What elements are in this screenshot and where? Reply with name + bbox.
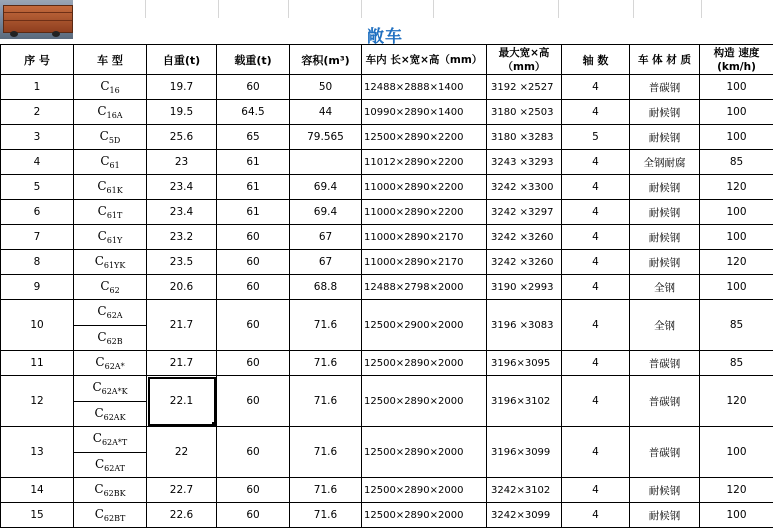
cell-max-dims[interactable]: 3242×3102	[487, 478, 562, 503]
model-code-alt: $C_{62AT}$	[95, 457, 125, 473]
cell-load[interactable]: 60	[217, 225, 290, 250]
cell-seq[interactable]: 9	[1, 275, 74, 300]
cell-max-dims[interactable]: 3196×3102	[487, 376, 562, 427]
table-row	[1, 503, 773, 528]
cell-speed[interactable]: 120	[700, 175, 773, 200]
cell-volume[interactable]: 71.6	[290, 478, 362, 503]
cell-inner-dims[interactable]: 12500×2890×2000	[362, 478, 487, 503]
cell-volume[interactable]: 67	[290, 250, 362, 275]
cell-load[interactable]: 60	[217, 478, 290, 503]
cell-speed[interactable]: 120	[700, 250, 773, 275]
header-inner-dims[interactable]: 车内 长×宽×高（mm）	[362, 45, 487, 75]
cell-material[interactable]: 普碳钢	[630, 351, 700, 376]
cell-inner-dims[interactable]: 10990×2890×1400	[362, 100, 487, 125]
cell-axles[interactable]: 4	[562, 427, 630, 478]
cell-seq[interactable]: 3	[1, 125, 74, 150]
cell-seq[interactable]: 6	[1, 200, 74, 225]
model-code: $C_{61K}$	[97, 179, 122, 193]
header-row	[1, 45, 773, 75]
cell-load[interactable]: 61	[217, 175, 290, 200]
cell-model[interactable]	[74, 250, 147, 275]
table-row	[1, 376, 773, 427]
table-row	[1, 478, 773, 503]
table-row	[1, 125, 773, 150]
cell-max-dims[interactable]: 3192 ×2527	[487, 75, 562, 100]
model-code: $C_{61}$	[100, 154, 119, 168]
cell-volume[interactable]: 69.4	[290, 200, 362, 225]
cell-model[interactable]	[74, 275, 147, 300]
cell-load[interactable]: 60	[217, 250, 290, 275]
cell-seq[interactable]: 8	[1, 250, 74, 275]
sheet-title: 敞车	[360, 22, 410, 47]
cell-speed[interactable]: 100	[700, 225, 773, 250]
cell-speed[interactable]: 100	[700, 100, 773, 125]
cell-tare[interactable]: 22.7	[147, 478, 217, 503]
header-seq[interactable]: 序 号	[1, 45, 74, 75]
cell-max-dims[interactable]: 3242 ×3260	[487, 225, 562, 250]
cell-tare[interactable]: 21.7	[147, 300, 217, 351]
model-code-alt: $C_{62AK}$	[94, 406, 125, 422]
cell-model[interactable]	[74, 427, 147, 478]
table-row	[1, 300, 773, 351]
cell-axles[interactable]: 5	[562, 125, 630, 150]
cell-model[interactable]	[74, 376, 147, 427]
cell-volume[interactable]: 71.6	[290, 300, 362, 351]
cell-material[interactable]: 普碳钢	[630, 75, 700, 100]
cell-max-dims[interactable]: 3190 ×2993	[487, 275, 562, 300]
cell-max-dims[interactable]: 3242 ×3260	[487, 250, 562, 275]
cell-speed[interactable]: 100	[700, 427, 773, 478]
cell-seq[interactable]: 4	[1, 150, 74, 175]
cell-volume[interactable]: 79.565	[290, 125, 362, 150]
model-code: $C_{61T}$	[98, 204, 123, 218]
model-code: $C_{61Y}$	[98, 229, 123, 243]
cell-model[interactable]	[74, 100, 147, 125]
model-code: $C_{62}$	[100, 279, 119, 293]
table-row	[1, 275, 773, 300]
cell-inner-dims[interactable]: 11000×2890×2170	[362, 250, 487, 275]
cell-seq[interactable]: 2	[1, 100, 74, 125]
model-code: $C_{61YK}$	[95, 254, 126, 268]
cell-volume[interactable]: 50	[290, 75, 362, 100]
cell-max-dims[interactable]: 3242 ×3300	[487, 175, 562, 200]
cell-inner-dims[interactable]: 11012×2890×2200	[362, 150, 487, 175]
cell-speed[interactable]: 100	[700, 275, 773, 300]
cell-load[interactable]: 60	[217, 427, 290, 478]
cell-model[interactable]	[74, 225, 147, 250]
cell-inner-dims[interactable]: 12500×2900×2000	[362, 300, 487, 351]
cell-material[interactable]: 耐候钢	[630, 100, 700, 125]
cell-seq[interactable]: 1	[1, 75, 74, 100]
cell-axles[interactable]: 4	[562, 503, 630, 528]
model-code: $C_{16A}$	[97, 104, 122, 118]
cell-max-dims[interactable]: 3180 ×3283	[487, 125, 562, 150]
header-volume[interactable]: 容积(m³)	[290, 45, 362, 75]
cell-inner-dims[interactable]: 12500×2890×2000	[362, 427, 487, 478]
cell-seq[interactable]: 10	[1, 300, 74, 351]
cell-seq[interactable]: 14	[1, 478, 74, 503]
cell-load[interactable]: 65	[217, 125, 290, 150]
cell-volume[interactable]: 68.8	[290, 275, 362, 300]
cell-material[interactable]: 全钢耐腐	[630, 150, 700, 175]
cell-material[interactable]: 耐候钢	[630, 503, 700, 528]
model-code: $C_{16}$	[100, 79, 119, 93]
header-tare[interactable]: 自重(t)	[147, 45, 217, 75]
cell-seq[interactable]: 7	[1, 225, 74, 250]
cell-model[interactable]	[74, 125, 147, 150]
cell-inner-dims[interactable]: 12488×2798×2000	[362, 275, 487, 300]
cell-load[interactable]: 60	[217, 275, 290, 300]
cell-load[interactable]: 60	[217, 503, 290, 528]
cell-load[interactable]: 60	[217, 75, 290, 100]
table-row	[1, 250, 773, 275]
cell-model[interactable]	[74, 478, 147, 503]
cell-axles[interactable]: 4	[562, 175, 630, 200]
cell-axles[interactable]: 4	[562, 478, 630, 503]
cell-speed[interactable]: 120	[700, 376, 773, 427]
cell-axles[interactable]: 4	[562, 300, 630, 351]
model-code: $C_{5D}$	[100, 129, 121, 143]
fill-handle[interactable]	[212, 422, 217, 427]
header-load[interactable]: 载重(t)	[217, 45, 290, 75]
table-row	[1, 225, 773, 250]
cell-speed[interactable]: 100	[700, 200, 773, 225]
cell-axles[interactable]: 4	[562, 100, 630, 125]
table-row	[1, 75, 773, 100]
cell-material[interactable]: 耐候钢	[630, 250, 700, 275]
cell-inner-dims[interactable]: 12500×2890×2200	[362, 125, 487, 150]
cell-tare[interactable]: 23	[147, 150, 217, 175]
cell-tare[interactable]: 23.4	[147, 175, 217, 200]
cell-material[interactable]: 耐候钢	[630, 478, 700, 503]
sheet-gridlines	[73, 0, 773, 18]
cell-material[interactable]: 耐候钢	[630, 125, 700, 150]
cell-load[interactable]: 60	[217, 376, 290, 427]
table-row	[1, 175, 773, 200]
cell-inner-dims[interactable]: 12500×2890×2000	[362, 503, 487, 528]
cell-tare[interactable]: 23.2	[147, 225, 217, 250]
cell-inner-dims[interactable]: 12500×2890×2000	[362, 351, 487, 376]
cell-volume[interactable]: 71.6	[290, 427, 362, 478]
cell-material[interactable]: 普碳钢	[630, 376, 700, 427]
cell-inner-dims[interactable]: 11000×2890×2200	[362, 200, 487, 225]
cell-model[interactable]	[74, 150, 147, 175]
cell-axles[interactable]: 4	[562, 200, 630, 225]
table-row	[1, 351, 773, 376]
cell-axles[interactable]: 4	[562, 150, 630, 175]
table-row	[1, 427, 773, 478]
cell-seq[interactable]: 15	[1, 503, 74, 528]
table-row	[1, 100, 773, 125]
cell-axles[interactable]: 4	[562, 351, 630, 376]
table-row	[1, 150, 773, 175]
cell-volume[interactable]: 71.6	[290, 503, 362, 528]
cell-inner-dims[interactable]: 11000×2890×2200	[362, 175, 487, 200]
cell-tare[interactable]: 19.5	[147, 100, 217, 125]
cell-seq[interactable]: 13	[1, 427, 74, 478]
model-code-alt: $C_{62B}$	[97, 330, 122, 346]
model-code: $C_{62A*T}$	[93, 431, 127, 447]
cell-load[interactable]: 61	[217, 150, 290, 175]
cell-model[interactable]	[74, 300, 147, 351]
cell-axles[interactable]: 4	[562, 75, 630, 100]
cell-model[interactable]	[74, 175, 147, 200]
gondola-car-photo	[0, 0, 73, 39]
cell-inner-dims[interactable]: 11000×2890×2170	[362, 225, 487, 250]
cell-model[interactable]	[74, 351, 147, 376]
cell-speed[interactable]: 100	[700, 503, 773, 528]
cell-model[interactable]	[74, 200, 147, 225]
cell-max-dims[interactable]: 3242×3099	[487, 503, 562, 528]
header-model[interactable]: 车 型	[74, 45, 147, 75]
cell-axles[interactable]: 4	[562, 225, 630, 250]
cell-material[interactable]: 耐候钢	[630, 200, 700, 225]
cell-tare[interactable]: 23.5	[147, 250, 217, 275]
cell-inner-dims[interactable]: 12488×2888×1400	[362, 75, 487, 100]
model-code: $C_{62A*K}$	[92, 380, 127, 396]
cell-max-dims[interactable]: 3196 ×3083	[487, 300, 562, 351]
cell-volume[interactable]	[290, 150, 362, 175]
cell-max-dims[interactable]: 3196×3099	[487, 427, 562, 478]
cell-material[interactable]: 耐候钢	[630, 175, 700, 200]
cell-tare[interactable]: 19.7	[147, 75, 217, 100]
header-axles[interactable]: 轴 数	[562, 45, 630, 75]
cell-load[interactable]: 64.5	[217, 100, 290, 125]
model-code: $C_{62BK}$	[94, 482, 125, 496]
cell-max-dims[interactable]: 3180 ×2503	[487, 100, 562, 125]
cell-tare[interactable]: 23.4	[147, 200, 217, 225]
selected-cell[interactable]: 22.1	[147, 376, 217, 427]
cell-material[interactable]: 普碳钢	[630, 427, 700, 478]
cell-speed[interactable]: 100	[700, 125, 773, 150]
table-row	[1, 200, 773, 225]
cell-material[interactable]: 全钢	[630, 300, 700, 351]
cell-material[interactable]: 耐候钢	[630, 225, 700, 250]
cell-max-dims[interactable]: 3242 ×3297	[487, 200, 562, 225]
cell-tare[interactable]: 25.6	[147, 125, 217, 150]
cell-volume[interactable]: 71.6	[290, 351, 362, 376]
cell-axles[interactable]: 4	[562, 250, 630, 275]
cell-max-dims[interactable]: 3196×3095	[487, 351, 562, 376]
cell-volume[interactable]: 69.4	[290, 175, 362, 200]
cell-volume[interactable]: 67	[290, 225, 362, 250]
model-code: $C_{62A}$	[97, 304, 122, 320]
model-code: $C_{62BT}$	[95, 507, 126, 521]
cell-seq[interactable]: 11	[1, 351, 74, 376]
cell-speed[interactable]: 85	[700, 150, 773, 175]
cell-volume[interactable]: 71.6	[290, 376, 362, 427]
cell-axles[interactable]: 4	[562, 275, 630, 300]
cell-load[interactable]: 60	[217, 351, 290, 376]
cell-speed[interactable]: 85	[700, 351, 773, 376]
header-material[interactable]: 车 体 材 质	[630, 45, 700, 75]
cell-tare[interactable]: 20.6	[147, 275, 217, 300]
cell-model[interactable]	[74, 503, 147, 528]
cell-load[interactable]: 61	[217, 200, 290, 225]
cell-max-dims[interactable]: 3243 ×3293	[487, 150, 562, 175]
header-speed[interactable]: 构造 速度(km/h)	[700, 45, 773, 75]
gondola-car-table	[0, 44, 773, 528]
cell-speed[interactable]: 100	[700, 75, 773, 100]
cell-seq[interactable]: 12	[1, 376, 74, 427]
cell-load[interactable]: 60	[217, 300, 290, 351]
cell-speed[interactable]: 85	[700, 300, 773, 351]
cell-model[interactable]	[74, 75, 147, 100]
cell-volume[interactable]: 44	[290, 100, 362, 125]
cell-axles[interactable]: 4	[562, 376, 630, 427]
cell-tare[interactable]: 21.7	[147, 351, 217, 376]
cell-seq[interactable]: 5	[1, 175, 74, 200]
cell-inner-dims[interactable]: 12500×2890×2000	[362, 376, 487, 427]
cell-speed[interactable]: 120	[700, 478, 773, 503]
cell-material[interactable]: 全钢	[630, 275, 700, 300]
cell-tare[interactable]: 22	[147, 427, 217, 478]
model-code: $C_{62A*}$	[95, 355, 124, 369]
cell-tare[interactable]: 22.6	[147, 503, 217, 528]
header-max-dims[interactable]: 最大宽×高（mm）	[487, 45, 562, 75]
